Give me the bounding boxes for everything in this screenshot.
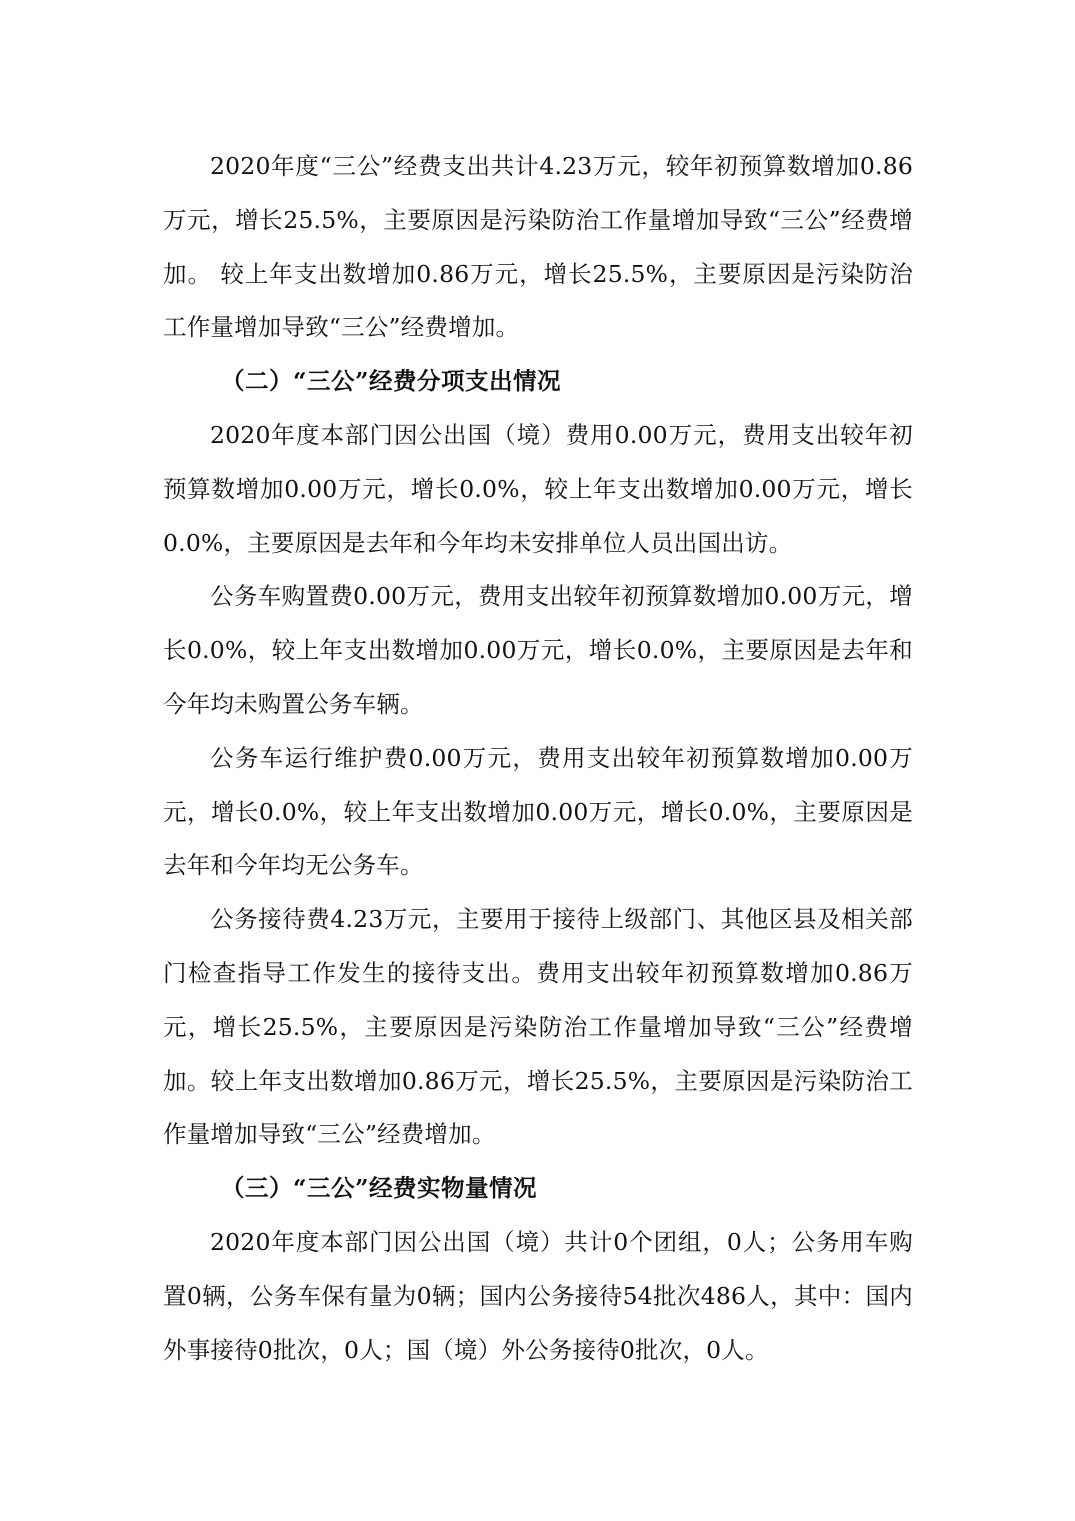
section-heading-itemized: （二）“三公”经费分项支出情况 xyxy=(221,367,562,396)
document-body xyxy=(163,140,913,1377)
paragraph-overseas-travel: 2020年度本部门因公出国（境）费用0.00万元，费用支出较年初预算数增加0.00万元，增长0.0%，较上年支出数增加0.00万元，增长0.0%，主要原因是去年和今年均未安排单位人员出国出访。 xyxy=(163,420,913,557)
paragraph-total-expenditure: 2020年度“三公”经费支出共计4.23万元，较年初预算数增加0.86万元，增长25.5%，主要原因是污染防治工作量增加导致“三公”经费增加。 较上年支出数增加0.86万元，增长25.5%，主要原因是污染防治工作量增加导致“三公”经费增加。 xyxy=(163,152,913,342)
paragraph-vehicle-maintenance: 公务车运行维护费0.00万元，费用支出较年初预算数增加0.00万元，增长0.0%，较上年支出数增加0.00万元，增长0.0%，主要原因是去年和今年均无公务车。 xyxy=(163,743,913,880)
paragraph-vehicle-purchase: 公务车购置费0.00万元，费用支出较年初预算数增加0.00万元，增长0.0%，较上年支出数增加0.00万元，增长0.0%，主要原因是去年和今年均未购置公务车辆。 xyxy=(163,582,913,718)
paragraph-physical-quantities: 2020年度本部门因公出国（境）共计0个团组，0人；公务用车购置0辆，公务车保有量为0辆；国内公务接待54批次486人，其中：国内外事接待0批次，0人；国（境）外公务接待0批次，0人。 xyxy=(163,1227,913,1364)
paragraph-reception: 公务接待费4.23万元，主要用于接待上级部门、其他区县及相关部门检查指导工作发生的接待支出。费用支出较年初预算数增加0.86万元，增长25.5%，主要原因是污染防治工作量增加导致“三公”经费增加。较上年支出数增加0.86万元，增长25.5%，主要原因是污染防治工作量增加导致“三公”经费增加。 xyxy=(163,905,913,1149)
section-heading-physical: （三）“三公”经费实物量情况 xyxy=(221,1174,538,1203)
